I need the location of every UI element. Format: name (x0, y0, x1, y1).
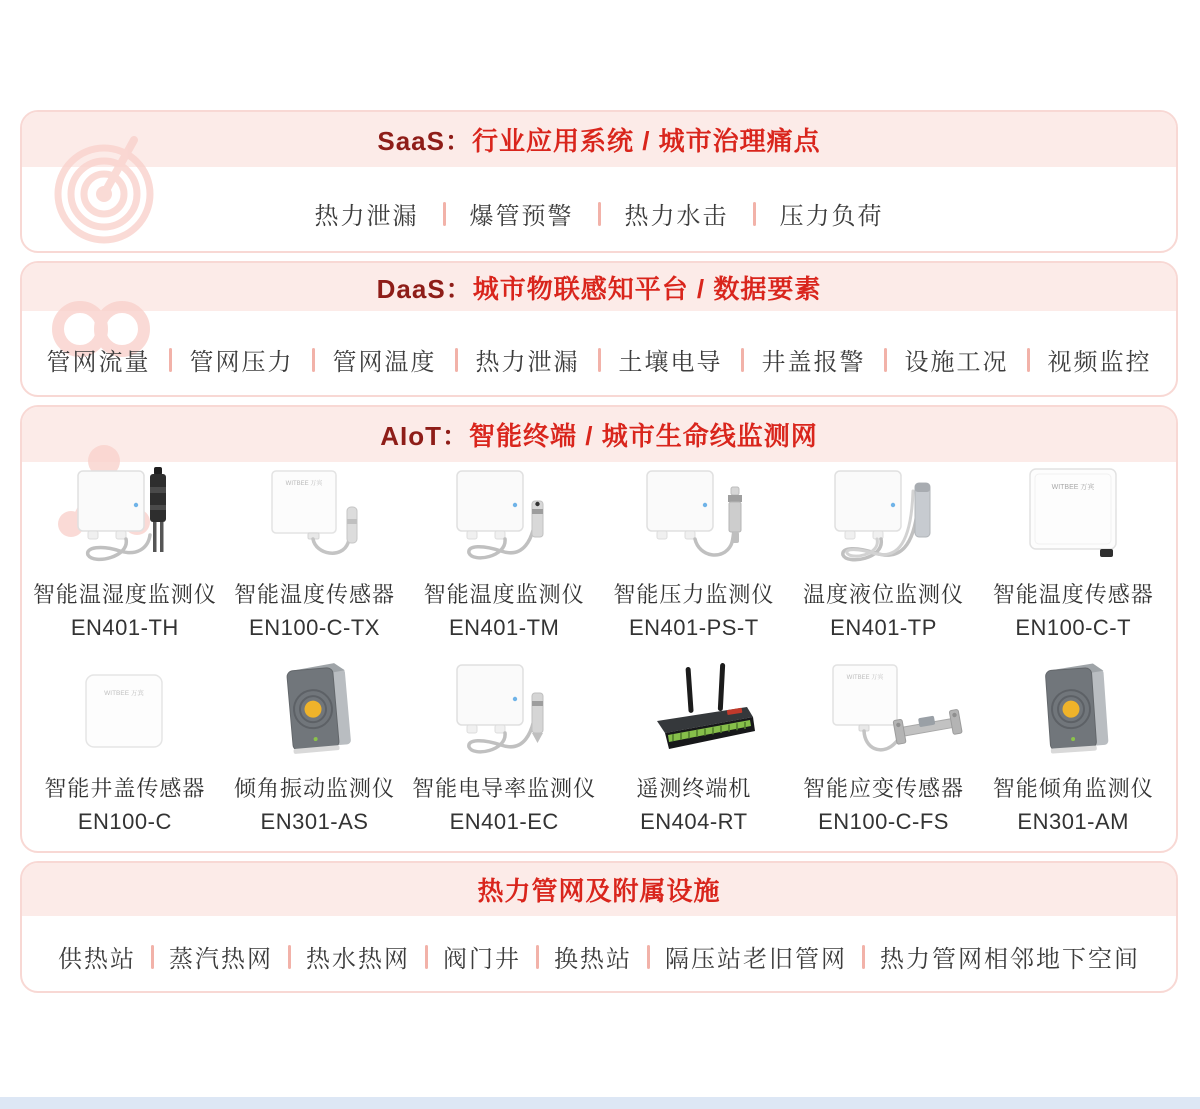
separator (288, 945, 291, 969)
svg-text:WITBEE 万宾: WITBEE 万宾 (103, 690, 144, 697)
product-model: EN100-C-FS (818, 809, 949, 834)
infra-title (477, 871, 720, 908)
product-name: 智能倾角监测仪 (992, 776, 1154, 801)
svg-text:WITBEE 万宾: WITBEE 万宾 (846, 675, 883, 681)
product-name: 智能温湿度监测仪 (32, 582, 217, 607)
separator (425, 945, 428, 969)
aiot-title-prefix: AIoT： (380, 421, 470, 451)
product-name: 智能温度传感器 (992, 582, 1154, 607)
product-model: EN401-PS-T (628, 615, 759, 640)
separator (1027, 348, 1030, 372)
product-name: 倾角振动监测仪 (234, 776, 396, 801)
section-saas (20, 110, 1178, 253)
daas-item: 管网流量 (46, 349, 151, 376)
separator (753, 202, 756, 226)
saas-items-row (22, 196, 1176, 231)
infra-item: 隔压站老旧管网 (665, 946, 847, 973)
product-model: EN404-RT (640, 809, 748, 834)
separator (151, 945, 154, 969)
daas-item: 管网温度 (332, 349, 437, 376)
product-model: EN401-TP (830, 615, 937, 640)
separator (598, 202, 601, 226)
saas-item: 压力负荷 (779, 203, 884, 230)
device-image-temp-monitor (409, 465, 599, 570)
product-name: 智能压力监测仪 (613, 582, 775, 607)
product-name: 智能井盖传感器 (44, 776, 206, 801)
separator (862, 945, 865, 969)
separator (598, 348, 601, 372)
separator (312, 348, 315, 372)
product-model: EN301-AM (1017, 809, 1129, 834)
saas-header-band (22, 112, 1176, 167)
svg-text:WITBEE 万宾: WITBEE 万宾 (285, 481, 322, 487)
separator (455, 348, 458, 372)
product-name: 温度液位监测仪 (803, 582, 965, 607)
product-en401-tm (409, 465, 599, 641)
device-image-rtu-router (599, 659, 789, 764)
svg-text:WITBEE 万宾: WITBEE 万宾 (1051, 484, 1095, 491)
daas-header-band (22, 263, 1176, 311)
product-name: 遥测终端机 (636, 776, 752, 801)
saas-item: 热力水击 (624, 203, 729, 230)
product-model: EN301-AS (260, 809, 369, 834)
device-image-conductivity-monitor (409, 659, 599, 764)
daas-items-row (22, 342, 1176, 377)
separator (647, 945, 650, 969)
product-name: 智能应变传感器 (803, 776, 965, 801)
aiot-product-row-1 (30, 465, 1168, 641)
daas-item: 视频监控 (1047, 349, 1152, 376)
aiot-title (380, 416, 817, 453)
product-model: EN100-C-T (1015, 615, 1132, 640)
section-daas (20, 261, 1178, 397)
product-name: 智能温度传感器 (234, 582, 396, 607)
saas-title (377, 121, 820, 158)
daas-item: 热力泄漏 (475, 349, 580, 376)
product-en401-tp (789, 465, 979, 641)
product-en301-am (978, 659, 1168, 835)
infra-header-band (22, 863, 1176, 916)
infra-item: 供热站 (58, 946, 136, 973)
device-image-tilt-vibration-monitor (220, 659, 410, 764)
product-name: 智能电导率监测仪 (412, 776, 597, 801)
infra-item: 换热站 (554, 946, 632, 973)
product-en401-ec (409, 659, 599, 835)
infra-item: 热力管网相邻地下空间 (880, 946, 1140, 973)
product-model: EN100-C-TX (249, 615, 380, 640)
aiot-product-row-2 (30, 659, 1168, 835)
aiot-header-band (22, 407, 1176, 462)
product-en100-c-tx (220, 465, 410, 641)
separator (169, 348, 172, 372)
bottom-edge-strip (0, 1097, 1200, 1109)
infra-item: 热水热网 (306, 946, 410, 973)
daas-title (377, 269, 822, 306)
saas-item: 热力泄漏 (314, 203, 419, 230)
daas-title-main: 城市物联感知平台 / 数据要素 (472, 273, 822, 304)
aiot-title-main: 智能终端 / 城市生命线监测网 (469, 421, 818, 451)
saas-title-prefix: SaaS： (377, 126, 472, 156)
device-image-temp-humidity-monitor (30, 465, 220, 570)
device-image-temp-level-monitor (789, 465, 979, 570)
product-model: EN401-TM (449, 615, 560, 640)
product-en100-c-t (978, 465, 1168, 641)
saas-title-main: 行业应用系统 / 城市治理痛点 (471, 126, 821, 156)
device-image-temp-sensor-panel (978, 465, 1168, 570)
daas-item: 井盖报警 (761, 349, 866, 376)
saas-item: 爆管预警 (469, 203, 574, 230)
infra-title-text: 热力管网及附属设施 (477, 876, 721, 906)
device-image-tilt-monitor (978, 659, 1168, 764)
separator (884, 348, 887, 372)
infra-item: 阀门井 (443, 946, 521, 973)
product-en401-ps-t (599, 465, 789, 641)
infra-item: 蒸汽热网 (169, 946, 273, 973)
device-image-manhole-sensor (30, 659, 220, 764)
product-en301-as (220, 659, 410, 835)
product-name: 智能温度监测仪 (423, 582, 585, 607)
separator (536, 945, 539, 969)
section-infrastructure (20, 861, 1178, 993)
product-model: EN401-TH (70, 615, 179, 640)
separator (741, 348, 744, 372)
section-aiot (20, 405, 1178, 853)
product-en401-th (30, 465, 220, 641)
device-image-strain-sensor (789, 659, 979, 764)
product-model: EN100-C (77, 809, 172, 834)
device-image-pressure-monitor (599, 465, 789, 570)
product-en100-c (30, 659, 220, 835)
product-en404-rt (599, 659, 789, 835)
infra-items-row (22, 939, 1176, 974)
daas-item: 设施工况 (904, 349, 1009, 376)
product-en100-c-fs (789, 659, 979, 835)
daas-item: 土壤电导 (618, 349, 723, 376)
daas-title-prefix: DaaS： (376, 273, 473, 304)
daas-item: 管网压力 (189, 349, 294, 376)
product-model: EN401-EC (449, 809, 559, 834)
separator (443, 202, 446, 226)
device-image-temp-sensor (220, 465, 410, 570)
